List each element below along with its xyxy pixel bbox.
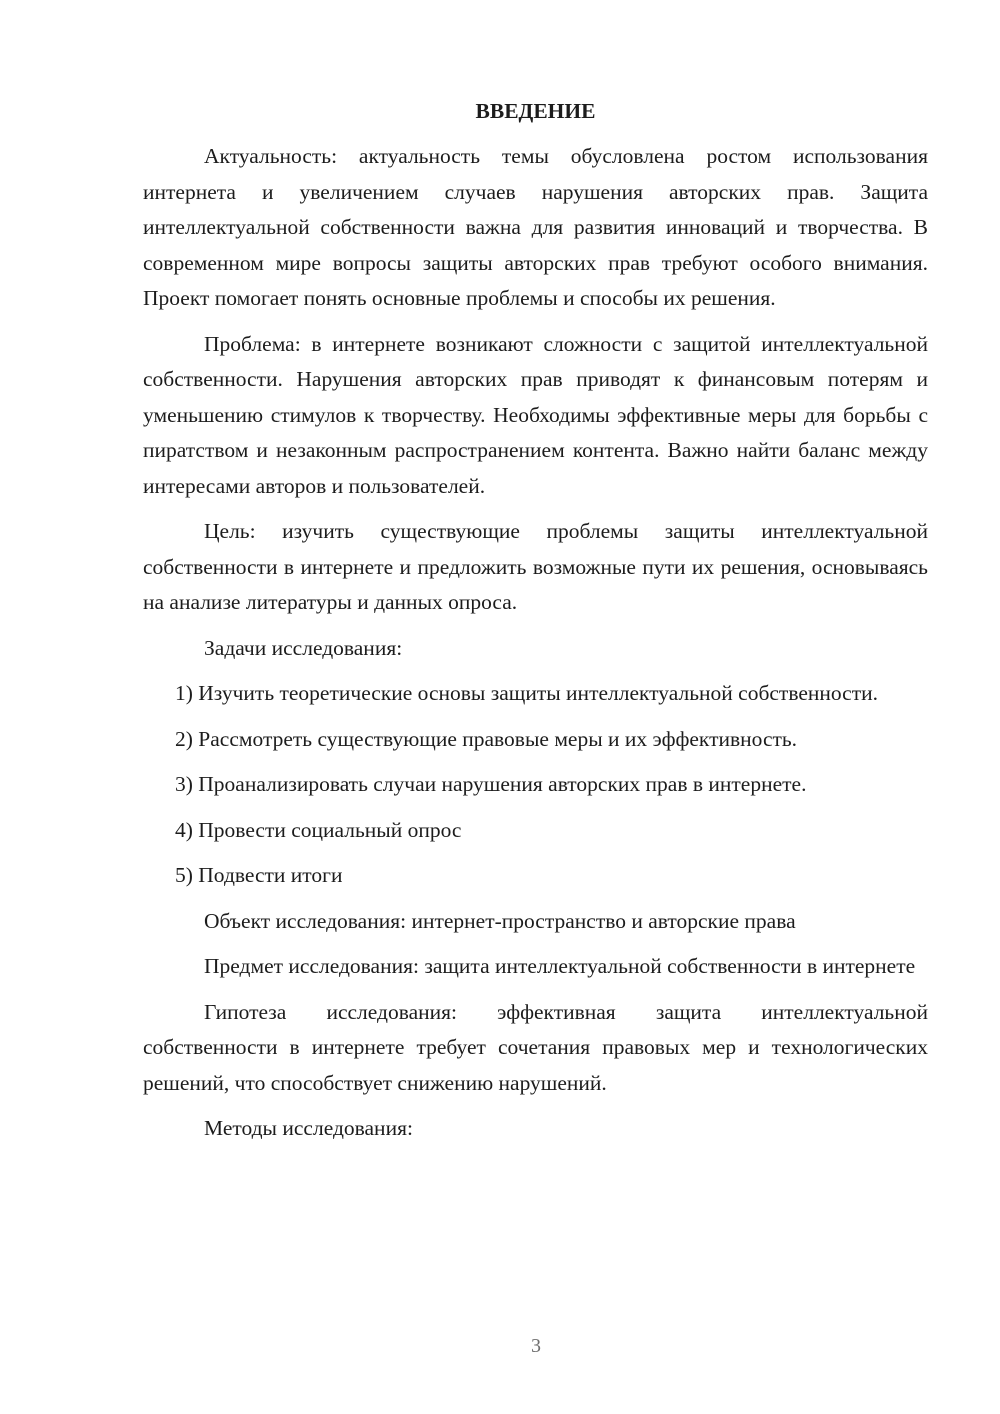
task-item-4: 4) Провести социальный опрос	[175, 817, 462, 842]
task-item-5: 5) Подвести итоги	[175, 863, 343, 887]
task-item-2: 2) Рассмотреть существующие правовые меры и их эффективность.	[175, 726, 798, 751]
task-item-3: 3) Проанализировать случаи нарушения авторских прав в интернете.	[175, 772, 807, 796]
goal-paragraph: Цель: изучить существующие проблемы защиты интеллектуальной собственности в интернете и предложить возможные пути их решения, основываясь на анализе литературы и данных опроса.	[143, 519, 928, 614]
hypothesis-paragraph: Гипотеза исследования: эффективная защита интеллектуальной собственности в интернете требует сочетания правовых мер и технологических решений, что способствует снижению нарушений.	[143, 999, 928, 1095]
subject-paragraph: Предмет исследования: защита интеллектуальной собственности в интернете	[204, 954, 916, 978]
page-number: 3	[531, 1335, 541, 1357]
methods-paragraph: Методы исследования:	[204, 1116, 413, 1140]
task-item-1: 1) Изучить теоретические основы защиты интеллектуальной собственности.	[175, 681, 879, 705]
problem-paragraph: Проблема: в интернете возникают сложности с защитой интеллектуальной собственности. Нарушения авторских прав приводят к финансовым потерям и уменьшению стимулов к творчеству. Необходимы эффективные меры для борьбы с пиратством и незаконным распространением контента. Важно найти баланс между интересами авторов и пользователей.	[143, 331, 928, 498]
relevance-paragraph: Актуальность: актуальность темы обусловлена ростом использования интернета и увеличением случаев нарушения авторских прав. Защита интеллектуальной собственности важна для развития инноваций и творчества. В современном мире вопросы защиты авторских прав требуют особого внимания. Проект помогает понять основные проблемы и способы их решения.	[143, 144, 928, 310]
section-heading: ВВЕДЕНИЕ	[475, 99, 596, 123]
object-paragraph: Объект исследования: интернет-пространство и авторские права	[204, 908, 796, 933]
page-content	[143, 95, 928, 1147]
tasks-title: Задачи исследования:	[204, 635, 403, 660]
